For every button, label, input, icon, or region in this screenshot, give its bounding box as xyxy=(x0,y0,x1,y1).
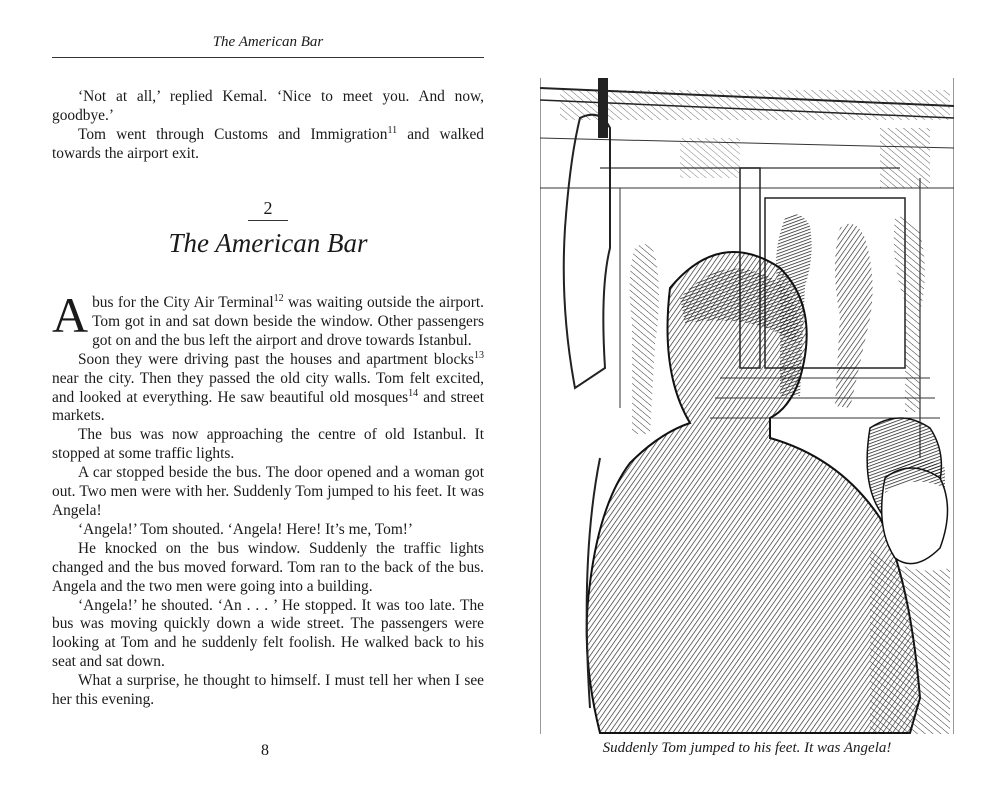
footnote-ref: 13 xyxy=(474,349,484,361)
chapter-rule xyxy=(248,220,288,221)
footnote-ref: 11 xyxy=(387,124,398,136)
paragraph: A bus for the City Air Terminal$^{12}$ was waiting outside the airport. Tom got in and sat down beside the window. Other passengers got on and the bus left the airport and drove towards Istanbul. xyxy=(52,287,484,349)
paragraph: The bus was now approaching the centre of old Istanbul. It stopped at some traffic lights. xyxy=(52,426,484,463)
footnote-ref: 12 xyxy=(273,292,284,304)
header-rule xyxy=(52,57,484,58)
chapter-number: 2 xyxy=(263,198,273,218)
chapter-title: The American Bar xyxy=(168,228,368,258)
paragraph: What a surprise, he thought to himself. I must tell her when I see her this evening. xyxy=(52,672,484,709)
paragraph: Tom went through Customs and Immigration$^{11}$ and walked towards the airport exit. xyxy=(52,124,484,162)
paragraph: Soon they were driving past the houses and apartment blocks$^{13}$ near the city. Then they passed the old city walls. Tom felt excited, and looked at everything. He saw beautiful old mosques$^{14}$ and street markets. xyxy=(52,349,484,425)
page-number: 8 xyxy=(261,742,269,759)
opening-text xyxy=(52,88,484,164)
paragraph: ‘Angela!’ Tom shouted. ‘Angela! Here! It’s me, Tom!’ xyxy=(78,520,414,538)
chapter-text xyxy=(52,287,484,710)
paragraph: ‘Angela!’ he shouted. ‘An . . . ’ He stopped. It was too late. The bus was moving quickly down a wide street. The passengers were looking at Tom and he suddenly felt foolish. He walked back to his seat and sat down. xyxy=(52,596,484,671)
paragraph: A car stopped beside the bus. The door opened and a woman got out. Two men were with her. Suddenly Tom jumped to his feet. It was Angela! xyxy=(52,464,484,519)
paragraph: ‘Not at all,’ replied Kemal. ‘Nice to meet you. And now, goodbye.’ xyxy=(52,88,484,124)
paragraph: He knocked on the bus window. Suddenly the traffic lights changed and the bus moved forward. Tom ran to the back of the bus. Angela and the two men were going into a building. xyxy=(52,539,484,595)
drop-cap: A xyxy=(52,287,89,343)
footnote-ref: 14 xyxy=(408,387,419,399)
illustration-caption: Suddenly Tom jumped to his feet. It was Angela! xyxy=(602,740,892,756)
illustration xyxy=(540,78,954,734)
running-head: The American Bar xyxy=(212,34,324,50)
